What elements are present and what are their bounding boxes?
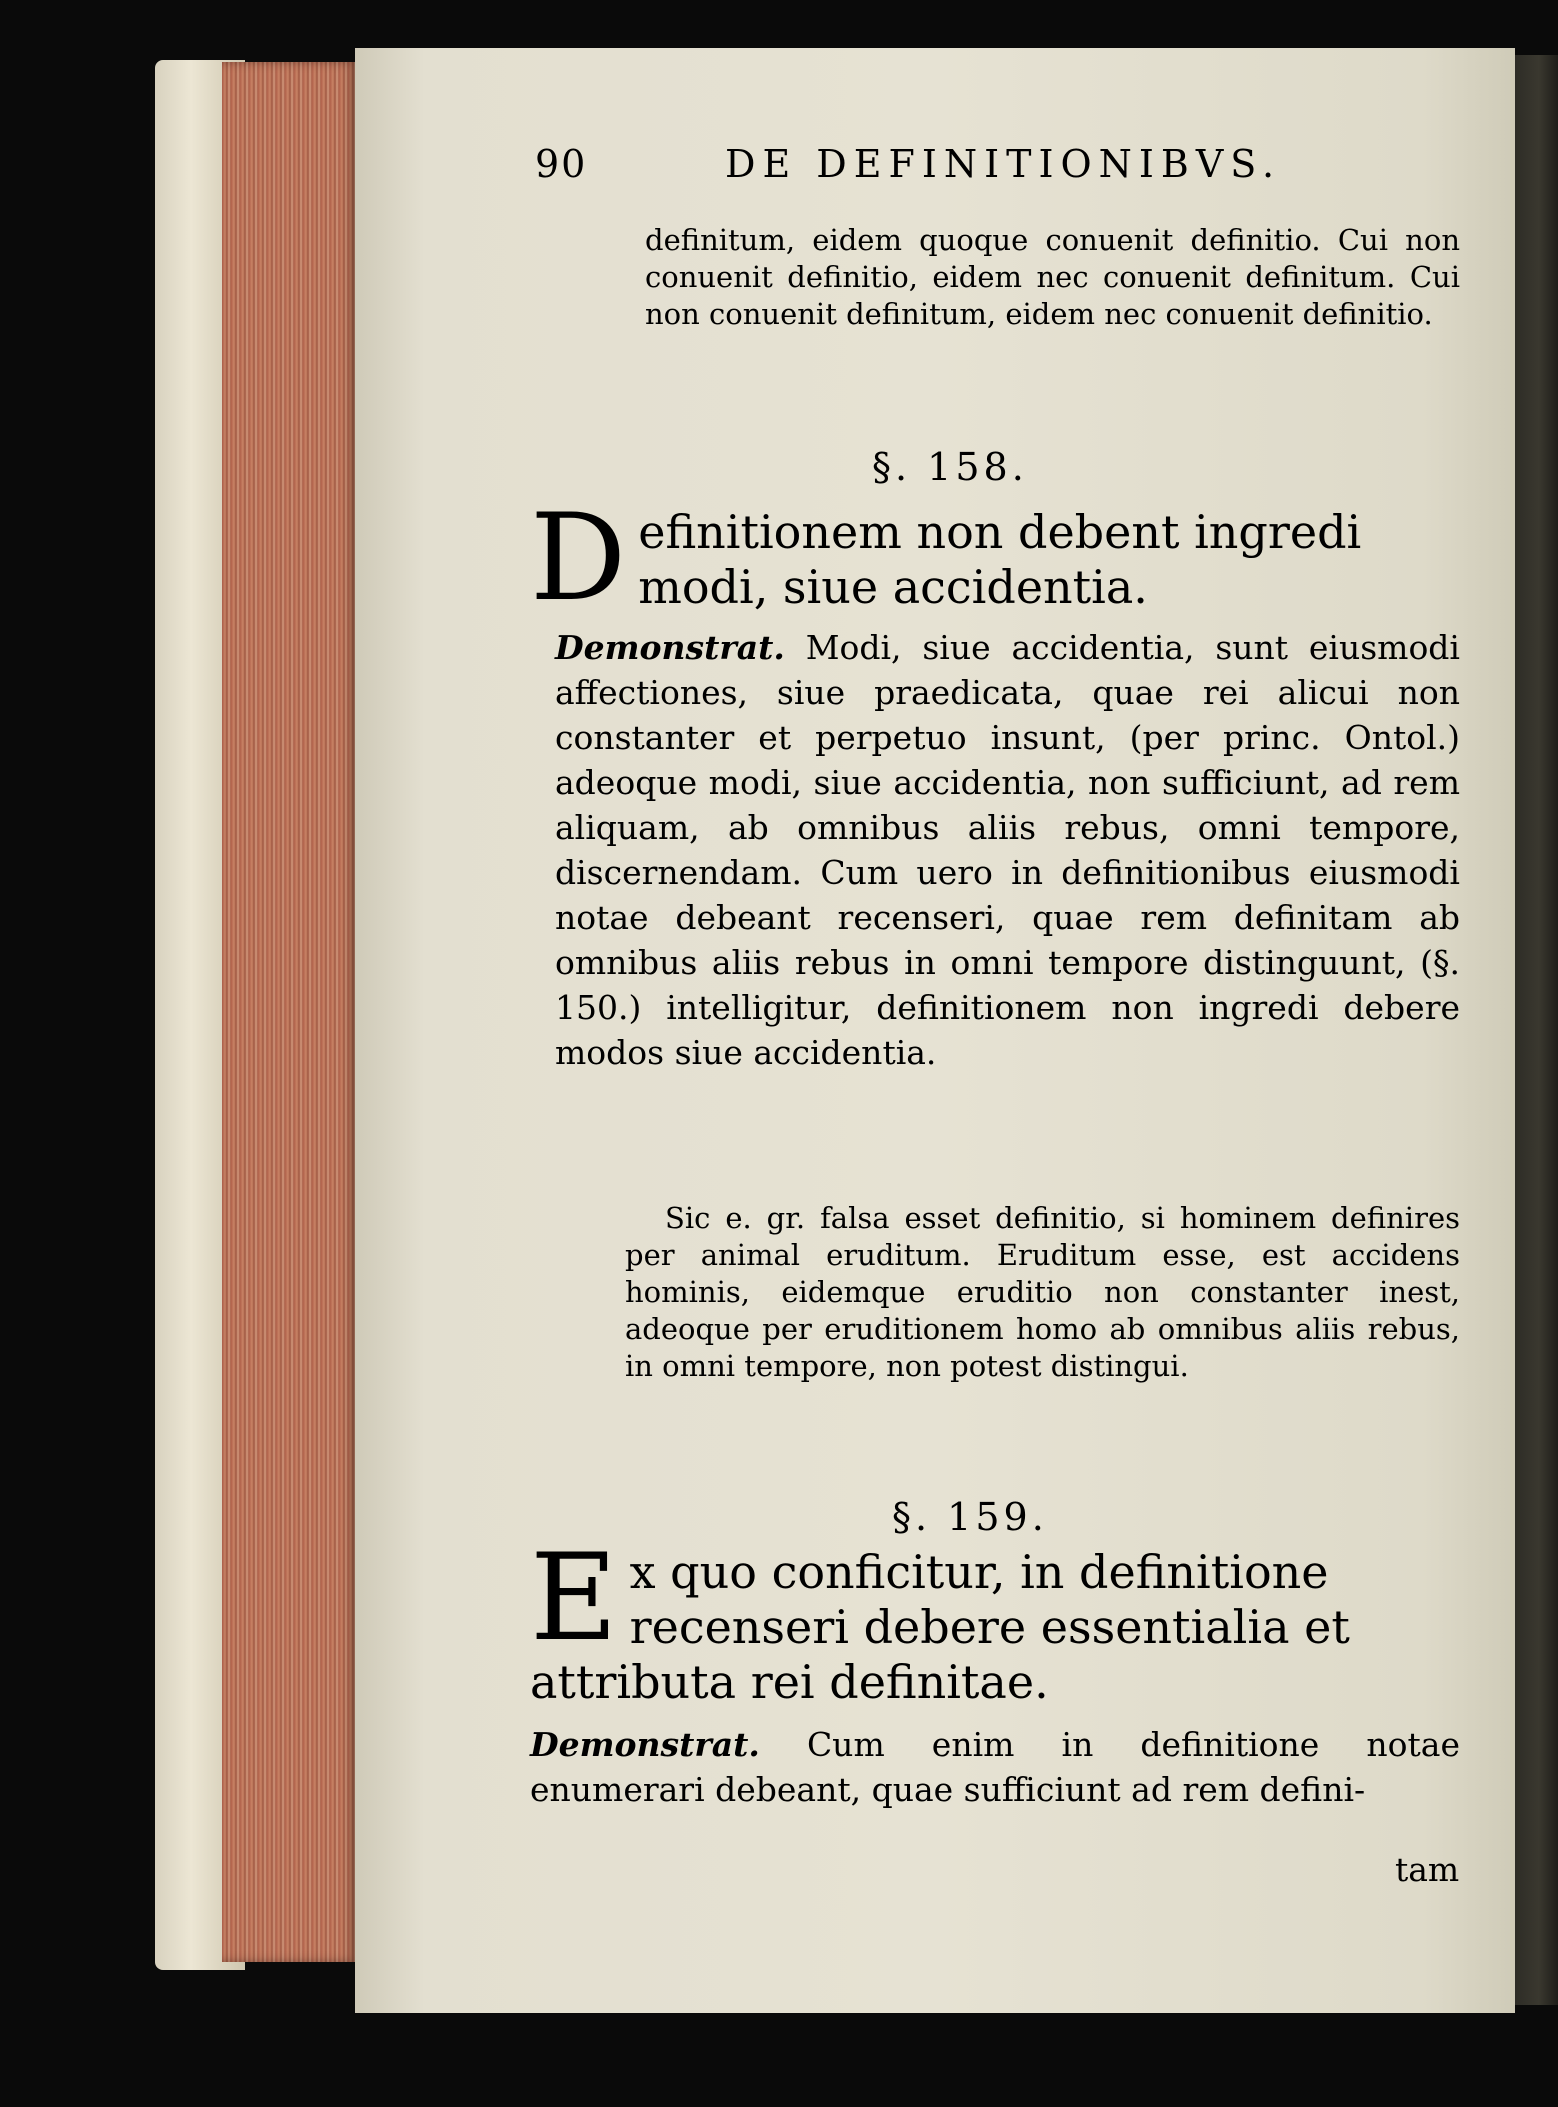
demonstration-label: Demonstrat. (530, 1725, 760, 1764)
continuation-text: definitum, eidem quoque conuenit definitio. Cui non conuenit definitio, eidem nec conuenit definitum. Cui non conuenit definitum, eidem nec conuenit definitio. (645, 223, 1460, 331)
demonstration-label: Demonstrat. (555, 628, 785, 667)
demonstration-text: Modi, siue accidentia, sunt eiusmodi affectiones, siue praedicata, quae rei alicui non constanter et perpetuo insunt, (per princ. Ontol.) adeoque modi, siue accidentia, non sufficiunt, ad rem aliquam, ab omnibus aliis rebus, omni tempore, discernendam. Cum uero in definitionibus eiusmodi notae debeant recenseri, quae rem definitam ab omnibus aliis rebus in omni tempore distinguunt, (§. 150.) intelligitur, definitionem non ingredi debere modos siue accidentia. (555, 628, 1460, 1072)
statement-text: x quo conficitur, in definitione recenseri debere essentialia et attributa rei definitae. (530, 1545, 1350, 1709)
section-159-statement (530, 1529, 1460, 1710)
running-title: DE DEFINITIONIBVS. (725, 142, 1282, 186)
section-158-demonstration (555, 625, 1460, 1075)
section-number-159: §. 159. (892, 1495, 1048, 1539)
dropcap-e: E (530, 1529, 618, 1668)
dropcap-d: D (530, 489, 627, 628)
page-number: 90 (535, 142, 588, 186)
section-number-158: §. 158. (872, 445, 1028, 489)
facing-page-shadow (1510, 55, 1558, 2005)
section-159-demonstration (530, 1722, 1460, 1812)
page-edges (222, 62, 357, 1962)
statement-text: efinitionem non debent ingredi modi, siue accidentia. (638, 505, 1362, 614)
catchword: tam (1395, 1850, 1460, 1889)
section-158-statement (530, 489, 1465, 628)
section-158-example: Sic e. gr. falsa esset definitio, si hominem definires per animal eruditum. Eruditum esse, est accidens hominis, eidemque eruditio non constanter inest, adeoque per eruditionem homo ab omnibus aliis rebus, in omni tempore, non potest distingui. (625, 1201, 1460, 1383)
demonstration-text: Cum enim in definitione notae enumerari debeant, quae sufficiunt ad rem defini- (530, 1725, 1460, 1809)
